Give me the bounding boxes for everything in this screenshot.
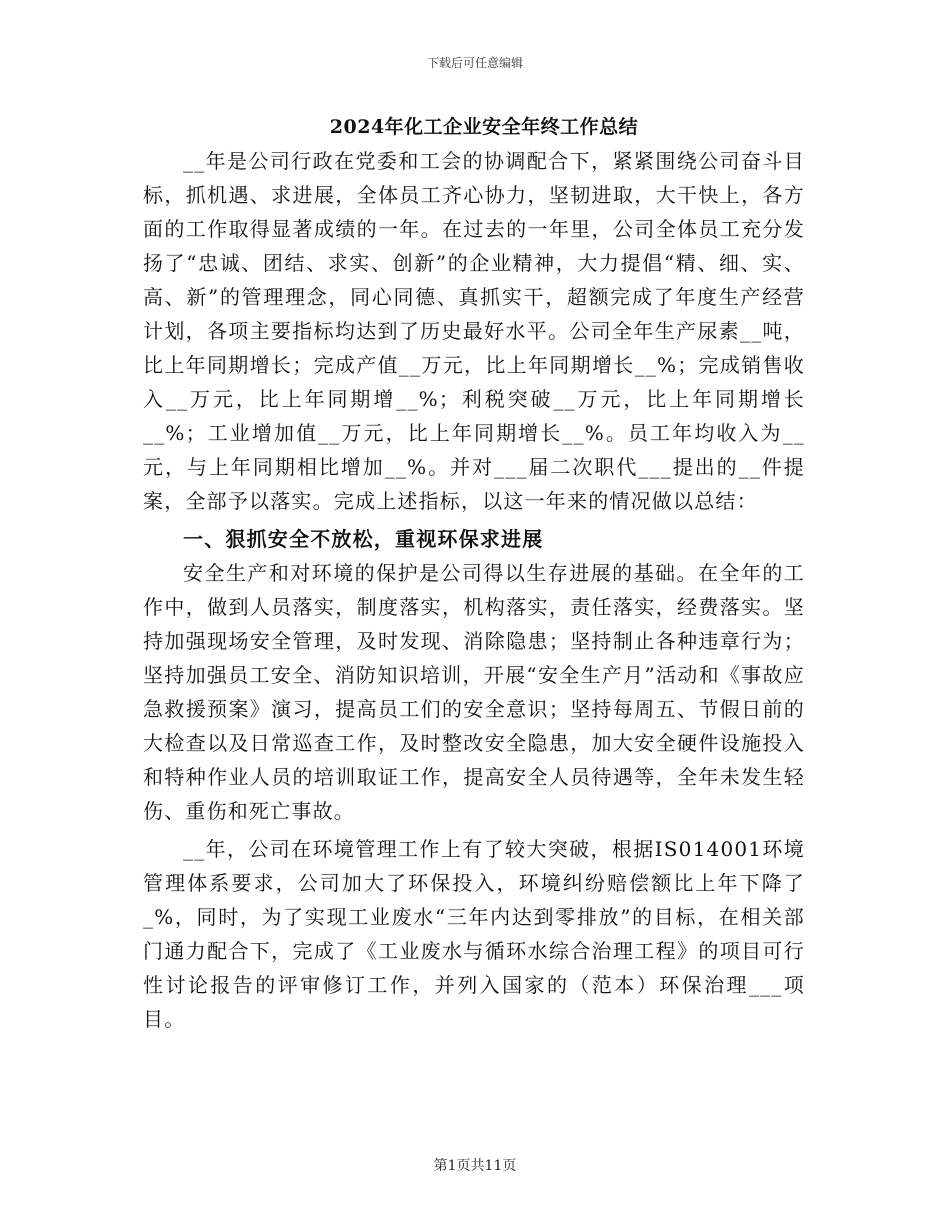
header-note: 下载后可任意编辑 (426, 56, 523, 70)
page-number: 第1页共11页 (433, 1158, 517, 1174)
document-title: 2024年化工企业安全年终工作总结 (329, 116, 639, 138)
section-heading-1: 一、狠抓安全不放松，重视环保求进展 (183, 527, 544, 551)
section-1-paragraph-1: 安全生产和对环境的保护是公司得以生存进展的基础。在全年的工作中，做到人员落实，制度落实，机构落实，责任落实，经费落实。坚持加强现场安全管理，及时发现、消除隐患；坚持制止各种违章行为；坚持加强员工安全、消防知识培训，开展“安全生产月”活动和《事故应急救援预案》演习，提高员工们的安全意识；坚持每周五、节假日前的大检查以及日常巡查工作，及时整改安全隐患，加大安全硬件设施投入和特种作业人员的培训取证工作，提高安全人员待遇等，全年未发生轻伤、重伤和死亡事故。 (143, 561, 805, 823)
document-body (143, 110, 805, 1036)
section-1-paragraph-2: __年，公司在环境管理工作上有了较大突破，根据IS014001环境管理体系要求，公司加大了环保投入，环境纠纷赔偿额比上年下降了_%，同时，为了实现工业废水“三年内达到零排放”的目标，在相关部门通力配合下，完成了《工业废水与循环水综合治理工程》的项目可行性讨论报告的评审修订工作，并列入国家的（范本）环保治理___项目。 (143, 837, 805, 1031)
intro-paragraph: __年是公司行政在党委和工会的协调配合下，紧紧围绕公司奋斗目标，抓机遇、求进展，全体员工齐心协力，坚韧进取，大干快上，各方面的工作取得显著成绩的一年。在过去的一年里，公司全体员工充分发扬了“忠诚、团结、求实、创新”的企业精神，大力提倡“精、细、实、高、新”的管理理念，同心同德、真抓实干，超额完成了年度生产经营计划，各项主要指标均达到了历史最好水平。公司全年生产尿素__吨，比上年同期增长；完成产值__万元，比上年同期增长__%；完成销售收入__万元，比上年同期增__%；利税突破__万元，比上年同期增长__%；工业增加值__万元，比上年同期增长__%。员工年均收入为__元，与上年同期相比增加__%。并对___届二次职代___提出的__件提案，全部予以落实。完成上述指标，以这一年来的情况做以总结： (143, 149, 805, 513)
